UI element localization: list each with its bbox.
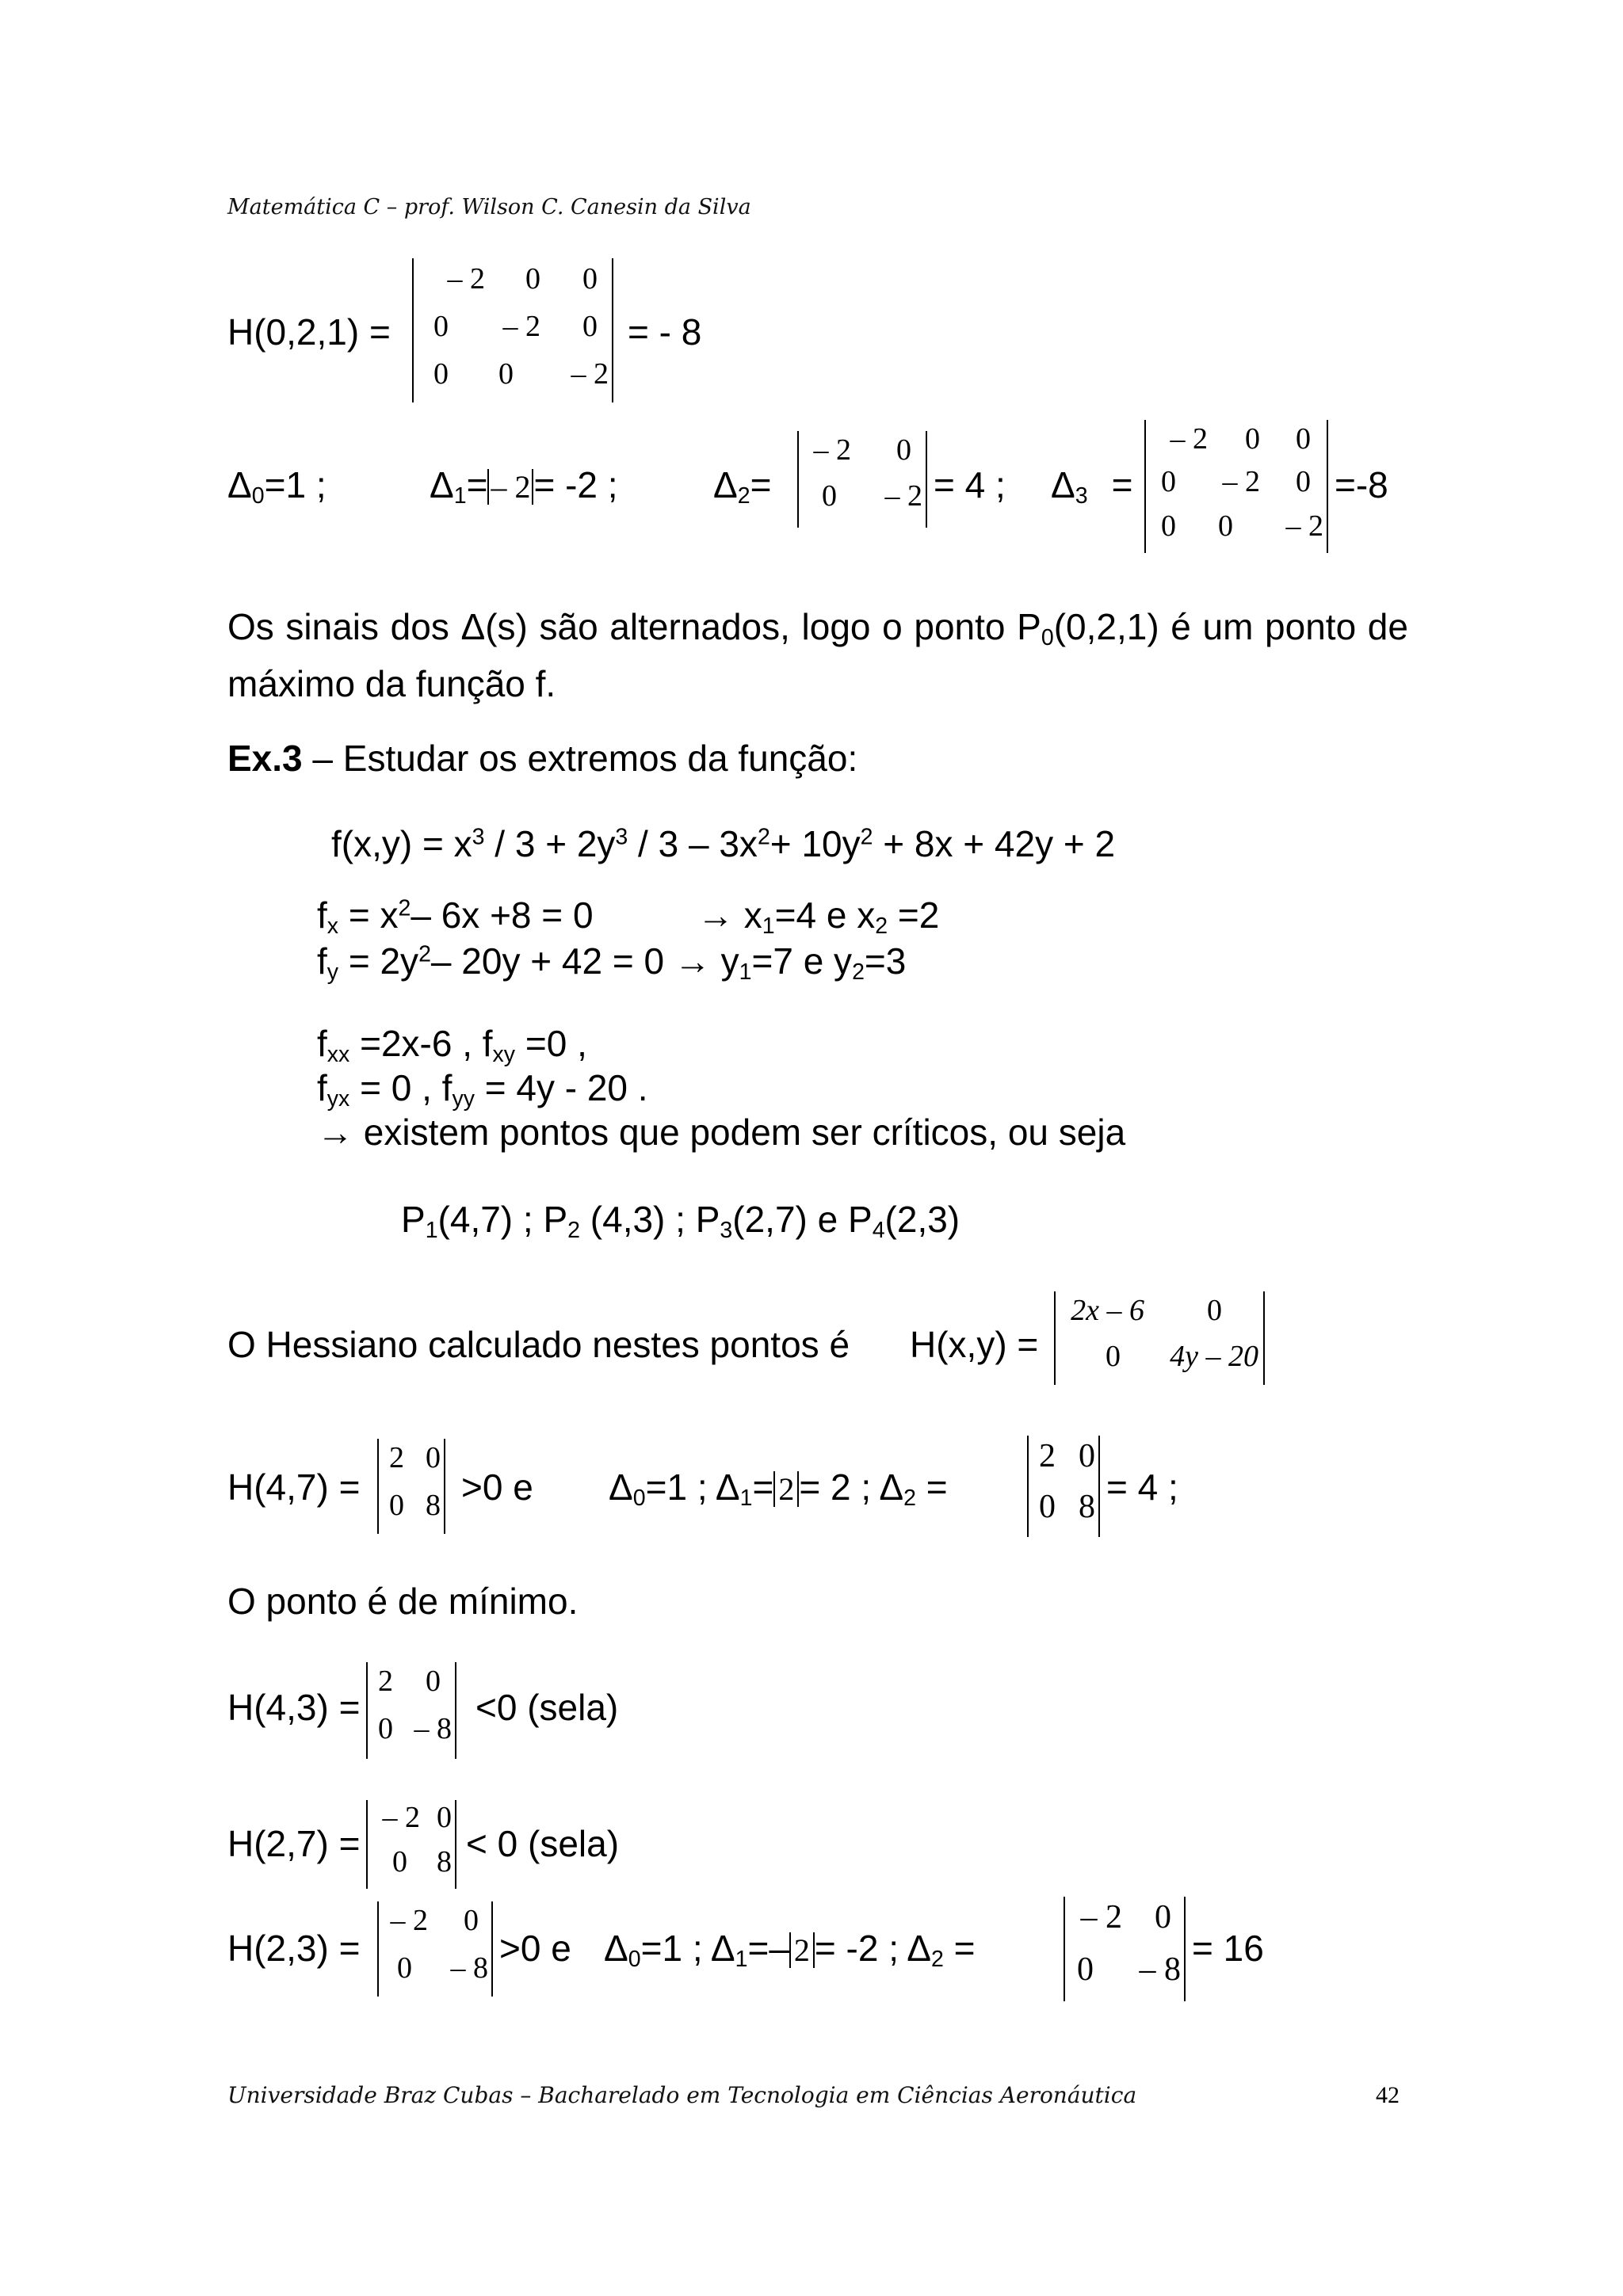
- matrix-cell: 8: [426, 1489, 441, 1522]
- h23-label: H(2,3) =: [227, 1928, 361, 1969]
- delta2-result: = 4 ;: [934, 464, 1006, 505]
- matrix-cell: 0: [1161, 509, 1176, 543]
- matrix-cell: 0: [1079, 1438, 1095, 1474]
- h23-deltas: $\Delta_0=1$ ; $\Delta_1=-$ 2 = -2 ; $\Delta_2$ =: [604, 1928, 976, 1973]
- delta-row-1: $\Delta_0=1$ ;: [227, 464, 327, 509]
- delta1-det: – 2: [487, 469, 533, 505]
- matrix-cell: 0: [437, 1801, 452, 1834]
- delta-symbol: Δ: [879, 1466, 904, 1508]
- hessian-matrix: [1054, 1291, 1265, 1385]
- matrix-cell: – 2: [1285, 509, 1323, 543]
- matrix-cell: 0: [1218, 509, 1233, 543]
- matrix-cell: 0: [1245, 422, 1260, 456]
- hessian-label: H(x,y) =: [910, 1324, 1039, 1365]
- matrix-cell: – 2: [1170, 422, 1208, 456]
- matrix-cell: 0: [426, 1665, 441, 1698]
- delta-symbol: Δ: [604, 1928, 628, 1969]
- matrix-cell: 0: [1106, 1340, 1121, 1373]
- arrow-icon: →: [674, 940, 711, 982]
- arrow-icon: →: [697, 894, 734, 936]
- h47-matrix: [377, 1439, 445, 1534]
- matrix-cell: – 2: [1080, 1899, 1122, 1936]
- h47-delta2-matrix: [1027, 1436, 1100, 1537]
- h47-sign: >0 e: [461, 1466, 533, 1508]
- matrix-cell: 0: [1155, 1899, 1171, 1936]
- function-definition: $f(x,y) = x^3 / 3 + 2y^3 / 3 - 3x^2+ 10y^2 + 8x + 42y + 2$: [331, 823, 1116, 864]
- delta3-result: =-8: [1335, 464, 1388, 505]
- matrix-cell: – 2: [447, 262, 485, 296]
- page-header: Matemática C – prof. Wilson C. Canesin da Silva: [227, 195, 751, 219]
- delta3-label: $\Delta_3$ =: [1051, 464, 1133, 509]
- matrix-cell: – 2: [813, 433, 851, 467]
- matrix-cell: 0: [426, 1441, 441, 1474]
- delta-symbol: Δ: [430, 464, 454, 505]
- delta2-label: $\Delta_2=$: [713, 464, 772, 509]
- page-footer: Universidade Braz Cubas – Bacharelado em Tecnologia em Ciências Aeronáutica: [227, 2082, 1137, 2108]
- matrix-cell: – 2: [502, 310, 540, 343]
- delta0-value: =1 ;: [264, 464, 327, 505]
- h47-label: H(4,7) =: [227, 1466, 361, 1508]
- matrix-cell: 0: [582, 310, 598, 343]
- matrix-cell: – 8: [1139, 1951, 1181, 1988]
- matrix-cell: 0: [525, 262, 540, 296]
- matrix-cell: – 2: [571, 357, 609, 391]
- matrix-cell: 0: [822, 479, 837, 513]
- critical-points-note: → existem pontos que podem ser críticos, ou seja: [317, 1112, 1126, 1153]
- delta-symbol: Δ: [710, 1928, 735, 1969]
- matrix-cell: 2: [1039, 1438, 1056, 1474]
- conclusion-paragraph: Os sinais dos Δ(s) são alternados, logo o ponto $P_0(0,2,1)$ é um ponto de máximo da função f.: [227, 606, 1408, 705]
- matrix-cell: 4y – 20: [1170, 1340, 1258, 1373]
- h021-result: = - 8: [628, 311, 702, 353]
- h021-matrix: [412, 258, 613, 402]
- matrix-cell: – 8: [450, 1951, 488, 1985]
- matrix-cell: – 8: [414, 1712, 452, 1745]
- critical-points-list: $P_1(4,7)$ ; $P_2$ (4,3) ; $P_3(2,7)$ e $P_4(2,3)$: [401, 1199, 960, 1244]
- delta-symbol: Δ: [227, 464, 252, 505]
- h23-matrix: [377, 1901, 493, 1997]
- second-derivatives-row-1: $f_{xx} =2x-6$ , $f_{xy} =0$ ,: [317, 1023, 587, 1068]
- matrix-cell: – 2: [884, 479, 922, 513]
- delta1-det: 2: [789, 1932, 815, 1968]
- matrix-cell: 0: [433, 310, 449, 343]
- exercise-heading: Ex.3 – Estudar os extremos da função:: [227, 738, 858, 779]
- matrix-cell: 0: [433, 357, 449, 391]
- h43-result: <0 (sela): [475, 1687, 619, 1728]
- delta-symbol: Δ: [713, 464, 738, 505]
- h47-delta2-result: = 4 ;: [1106, 1466, 1178, 1508]
- h23-delta2-matrix: [1064, 1897, 1186, 2001]
- h27-label: H(2,7) =: [227, 1823, 361, 1864]
- delta-symbol: Δ: [715, 1466, 740, 1508]
- delta-symbol: Δ: [907, 1928, 931, 1969]
- h23-sign: >0 e: [499, 1928, 571, 1969]
- delta-symbol: Δ: [609, 1466, 633, 1508]
- matrix-cell: 2: [389, 1441, 404, 1474]
- partial-fx-roots: → $x_1=4$ e $x_2 =2$: [697, 894, 940, 940]
- hessian-text: O Hessiano calculado nestes pontos é: [227, 1324, 850, 1365]
- partial-fx: $f_x = x^2-$ 6x +8 = 0: [317, 894, 594, 940]
- delta-symbol: Δ: [460, 606, 486, 647]
- matrix-cell: 0: [1296, 422, 1311, 456]
- matrix-cell: 2: [378, 1665, 393, 1698]
- matrix-cell: 0: [389, 1489, 404, 1522]
- h47-deltas: $\Delta_0=1$ ; $\Delta_1= 2 = 2$ ; $\Delta_2$ =: [609, 1466, 948, 1512]
- matrix-cell: 0: [1207, 1294, 1222, 1327]
- h27-matrix: [366, 1800, 456, 1889]
- matrix-cell: – 2: [390, 1904, 428, 1937]
- page-number: 42: [1376, 2082, 1400, 2108]
- matrix-cell: – 2: [382, 1801, 420, 1834]
- matrix-cell: – 2: [1222, 465, 1260, 498]
- matrix-cell: 0: [1161, 465, 1176, 498]
- matrix-cell: 2x – 6: [1071, 1294, 1144, 1327]
- matrix-cell: 0: [397, 1951, 412, 1985]
- delta1-det: 2: [773, 1471, 799, 1507]
- matrix-cell: 8: [437, 1845, 452, 1878]
- matrix-cell: 0: [1077, 1951, 1094, 1988]
- matrix-cell: 0: [498, 357, 514, 391]
- h021-label: H(0,2,1) =: [227, 311, 391, 353]
- matrix-cell: 0: [464, 1904, 479, 1937]
- matrix-cell: 0: [392, 1845, 407, 1878]
- arrow-icon: →: [317, 1112, 353, 1153]
- matrix-cell: 0: [1039, 1489, 1056, 1525]
- delta1-expression: $\Delta_1= - 2= -2$ ;: [430, 464, 618, 509]
- h27-result: < 0 (sela): [466, 1823, 620, 1864]
- delta-symbol: Δ: [1051, 464, 1075, 505]
- delta3-matrix: [1144, 420, 1328, 553]
- matrix-cell: 0: [1296, 465, 1311, 498]
- h23-delta2-result: = 16: [1192, 1928, 1264, 1969]
- delta2-matrix: [797, 431, 927, 528]
- partial-fy: $f_y = 2y^2-$ $20y + 42 = 0 \to y_1=7$ e $y_2=3$: [317, 940, 907, 986]
- minimum-conclusion: O ponto é de mínimo.: [227, 1581, 579, 1622]
- matrix-cell: 8: [1079, 1489, 1095, 1525]
- matrix-cell: 0: [582, 262, 598, 296]
- second-derivatives-row-2: $f_{yx} = 0$ , $f_{yy} = 4y - 20$ .: [317, 1067, 648, 1112]
- h43-matrix: [366, 1662, 456, 1759]
- h43-label: H(4,3) =: [227, 1687, 361, 1728]
- matrix-cell: 0: [896, 433, 911, 467]
- matrix-cell: 0: [378, 1712, 393, 1745]
